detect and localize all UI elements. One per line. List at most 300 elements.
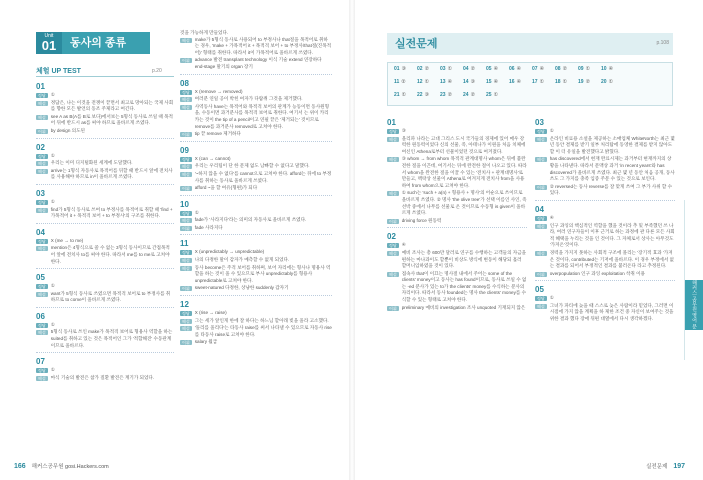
vocab-text: advance 발전 transplant technology 이식 기술 extend 연장하다 end-stage 말기의 organ 장기 [194, 57, 322, 69]
question-divider [180, 195, 332, 196]
answer-grid-number: 25 [486, 92, 492, 98]
entry-row [36, 283, 174, 290]
question-number: 01 [36, 82, 45, 91]
entry-row [180, 339, 332, 346]
answer-grid-answer: ③ [470, 79, 476, 85]
entry-row [180, 89, 332, 96]
answer-grid-number: 15 [486, 79, 492, 85]
answer-grid-answer: ④ [539, 66, 545, 72]
entry-row [36, 160, 174, 167]
entry-row [36, 114, 174, 127]
entry-row [535, 271, 675, 278]
footer-right [646, 462, 685, 470]
ans-text: ④ [401, 242, 406, 248]
question-number: 05 [36, 273, 45, 283]
entry-row [180, 96, 332, 103]
question-number: 04 [535, 204, 544, 214]
answer-grid-answer: ① [493, 92, 499, 98]
ans-text: X (rise → raise) [194, 310, 227, 316]
answer-grid-item [394, 66, 417, 76]
vocab-tag: 어휘 [182, 340, 190, 346]
entry-row [387, 305, 527, 312]
answer-grid-number: 09 [578, 66, 584, 72]
fix-text: arrive는 1형식 자동사로 목적어를 뒤할 때 반드시 앞에 전치사를 사용해야 하므로 in이 올바르게 쓰였다. [50, 167, 173, 180]
entry-row [387, 271, 527, 304]
fix-text: 우리는 이미 디지털화된 세계에 도달했다. [50, 160, 133, 166]
ans-tag: 정답 [182, 89, 190, 95]
vocab-tag: 어휘 [182, 186, 190, 192]
question-number: 02 [387, 232, 396, 242]
entry-row [36, 207, 174, 220]
entry-row [180, 131, 332, 138]
entry-row [387, 218, 527, 225]
question-number: 10 [180, 199, 189, 209]
ans-text: X (me → to me) [50, 237, 84, 243]
ans-text: X (unpredictably → unpredictable) [194, 249, 265, 255]
answer-grid-answer: ④ [447, 79, 453, 85]
page-number-left: 166 [14, 463, 26, 470]
entry-row [180, 104, 332, 130]
entry-row [180, 265, 332, 285]
entry-row [535, 156, 675, 182]
question-divider [180, 74, 332, 75]
fix-tag: 해설 [389, 157, 397, 163]
fix-tag: 해설 [389, 271, 397, 277]
continued-text: 것을 가능하게 만들었다. [180, 30, 229, 35]
vocab-tag: 어휘 [389, 218, 397, 224]
answer-grid-item [532, 66, 555, 76]
section-rule [36, 76, 174, 77]
vocab-text: ② reversed는 동사 reverse를 잘 맞게 쓰여 그 부가 사위 할 수 있다. [549, 183, 673, 196]
practice-header [387, 33, 673, 55]
answer-grid-answer: ③ [424, 92, 430, 98]
fix-text: fade가 '사라지다'라는 의미의 자동사로 올바르게 쓰였다. [194, 217, 307, 223]
question-divider [387, 227, 527, 228]
entry-row [535, 215, 675, 222]
fix-text: want가 5형식 동사로 쓰였으면 목적격 보어로 to 부정사를 취하므로 to come이 올바르게 쓰였다. [50, 290, 171, 303]
fix-text: ③ whom → from whom 목적격 관계대명사 whom은 뒤에 불완전한 절을 이끈데, 여기서는 뒤에 완전한 절이 나오고 있다. 따라서 whom을 완전한 절을 이끌 수 있는 '전치사 + 관계대명사'로 만들고, 맥락상 선물이 Athena로 여겨지게 전치사 from을 사용하여 from whom으로 고쳐야 한다. [401, 156, 527, 188]
entry-row [36, 375, 174, 382]
entry-row [180, 325, 332, 338]
answer-grid-answer: ② [562, 66, 568, 72]
answer-grid-answer: ③ [401, 66, 407, 72]
fix-tag: 해설 [537, 223, 545, 229]
answer-grid-number: 13 [440, 79, 446, 85]
answer-grid-number: 17 [532, 79, 538, 85]
vocab-text: fade 사라지다 [194, 224, 223, 230]
fix-text: 동사 become은 주격 보어를 취하며, 보어 자리에는 형사나 명용사 역할을 하는 것이 올 수 있으므로 부사 unpredictably를 형용사 unpredictable로 고쳐야 한다. [194, 264, 331, 283]
fix-tag: 해설 [38, 207, 46, 213]
question-number: 03 [36, 188, 45, 198]
entry-row [36, 128, 174, 135]
question-divider [36, 223, 174, 224]
question-divider [180, 295, 332, 296]
fix-tag: 해설 [182, 318, 190, 324]
ans-text: ① [549, 128, 554, 133]
answer-grid-answer: ② [470, 66, 476, 72]
answer-grid-number: 19 [578, 79, 584, 85]
question-divider [535, 200, 675, 201]
fix-text: 올리파 나라는 고대 그리스 도시 국가들의 경제에 있어 매우 강력한 원동력이었다 신의 선물, 즉, 아테나가 이원을 처음 치체에 여신인 Athena로부터 선물이었던 것으로 여겨졌다. [401, 135, 526, 154]
unit-number: 01 [41, 38, 57, 53]
question-number: 12 [180, 300, 189, 310]
question-number: 02 [36, 142, 45, 152]
answer-grid-number: 21 [394, 92, 400, 98]
answer-grid-row [388, 89, 672, 102]
answer-grid-number: 06 [509, 66, 515, 72]
vocab-tag: 어휘 [182, 225, 190, 231]
entry-row [36, 291, 174, 304]
ans-tag: 정답 [182, 250, 190, 256]
ans-tag: 정답 [38, 284, 46, 290]
entry-row [36, 168, 174, 181]
answer-grid-item [463, 66, 486, 76]
fix-text: 우리는 우리팀이 단 한 문제 없도 남빠할 수 없다고 말했다. [194, 163, 310, 169]
ans-tag: 정답 [38, 93, 46, 98]
side-tab: 해커스 공무원 영어 문법 해석 연습 해설 [685, 280, 703, 330]
ans-text: ① [50, 198, 55, 204]
entry-row [535, 250, 675, 270]
fix-text: 온라인 비료용 소설을 제공하는 소매업체 WhiteNorth는 최근 몇 년 동안 결제를 받기 일부 처리탐에 동영한 결제를 받지 않아도 할 이 더 유일을 발견했다고 밝혔다. [549, 135, 675, 154]
question-divider [36, 352, 174, 353]
answer-grid-answer: ④ [516, 66, 522, 72]
vocab-text: tip 끝 remove 제거하다 [194, 131, 241, 137]
fix-tag: 해설 [537, 157, 545, 163]
unit-badge [36, 32, 62, 54]
entry-row [387, 156, 527, 189]
question-divider [36, 307, 174, 308]
answer-grid-item [440, 66, 463, 76]
vocab-text: sweet-natured 다정한, 상냥한 suddenly 갑자기 [194, 285, 289, 291]
fix-tag: 해설 [389, 191, 397, 197]
vocab-tag: 어휘 [537, 271, 545, 277]
entry-row [535, 223, 675, 249]
entry-row [180, 310, 332, 317]
fix-text: 여러분 연일 공이 박힌 여자가 다람쥐 그것을 제거했다. [194, 96, 303, 102]
fix-tag: 해설 [537, 303, 545, 309]
question-number: 09 [180, 145, 189, 155]
fix-text: '~하지 않을 수 없다'를 cannot으로 고쳐야 한다. afford는 뒤에 to 부정사를 취하는 동사로 올바르게 쓰였다. [194, 170, 332, 183]
fix-tag: 해설 [182, 265, 190, 271]
answer-grid-number: 07 [532, 66, 538, 72]
practice-title: 실전문제 [395, 38, 438, 50]
answer-grid-number: 02 [417, 66, 423, 72]
ans-text: ③ [401, 128, 406, 133]
entry-row [387, 190, 527, 216]
entry-row [36, 92, 174, 99]
answer-grid-number: 04 [463, 66, 469, 72]
answer-grid-item [440, 79, 463, 89]
left-column-1 [36, 78, 174, 382]
answer-grid-item [601, 66, 624, 76]
entry-row [180, 318, 332, 325]
page-number-right: 197 [673, 463, 685, 470]
answer-grid-answer: ① [608, 79, 614, 85]
answer-grid-answer: ④ [516, 79, 522, 85]
answer-grid-number: 14 [463, 79, 469, 85]
fix-tag: 해설 [182, 218, 190, 224]
ans-tag: 정답 [182, 156, 190, 162]
vocab-text: overpopulation 인구 과잉 exploitation 착취 이용 [549, 270, 645, 276]
answer-grid-answer: ④ [608, 66, 614, 72]
entry-row [180, 185, 332, 192]
answer-grid-item [417, 66, 440, 76]
ans-tag: 정답 [537, 215, 545, 221]
fix-text: make가 5형식 동사로 사용되어 to 부정사나 that절을 목적어로 취하는 경우, 'make + 가목적어 it + 목적격 보어 + to 부정사/that절(진목적어)' 형태를 취한다. 따라서 it이 가목적어로 올바르게 쓰였다. [194, 36, 332, 55]
question-number: 01 [387, 118, 396, 127]
ans-text: ① [50, 283, 55, 289]
answer-grid-answer: ① [447, 66, 453, 72]
entry-row [180, 249, 332, 256]
fix-text: 나의 다정한 말이 감자가 예측할 수 없게 되었다. [194, 257, 290, 263]
answer-grid-number: 12 [417, 79, 423, 85]
answer-grid-item [440, 92, 463, 102]
entry-row [36, 199, 174, 206]
entry-row [180, 37, 332, 57]
ans-tag: 정답 [38, 199, 46, 205]
ans-text: ① [50, 92, 55, 97]
entry-row [387, 128, 527, 135]
answer-grid-number: 10 [601, 66, 607, 72]
ans-tag: 정답 [38, 153, 46, 159]
fix-text: 정답은, 나는 이것을 전쟁이 끝면서 최고로 망아되는 국제 사회를 향한 모든 발언의 동조 주제라고 여긴다. [50, 99, 174, 112]
question-divider [36, 268, 174, 269]
entry-row [180, 57, 332, 70]
fix-text: see A as B(A를 B로 보다)에서보는 5형식 동사로 쓰일 때 목적어 뒤에 반드시 as를 써야 하므로 올바르게 쓰였다. [50, 113, 173, 126]
vocab-text: afford ~을 할 여유(형편)가 되다 [194, 185, 258, 191]
fix-text: has discovered에서 현재 완료시제는 과거부터 현재까지의 상황을 나타낸다. 따라서 문맥상 과거 'in recent years'와 has discovered가 올바르게 쓰였다. 최근 몇 년 동안 처음 공개, 동사 쓰도 그 가지를 충족 입증 주문 수 있는 것으로 보인다. [549, 156, 675, 182]
fix-tag: 해설 [38, 114, 46, 120]
answer-grid [387, 62, 673, 106]
answer-grid-item [555, 66, 578, 76]
answer-grid-item [463, 92, 486, 102]
answer-grid-item [509, 66, 532, 76]
answer-grid-answer: ① [401, 92, 407, 98]
answer-grid-item [509, 79, 532, 89]
vocab-text: salary 월급 [194, 339, 218, 345]
answer-grid-answer: ① [539, 79, 545, 85]
fix-tag: 해설 [38, 168, 46, 174]
entry-row [180, 171, 332, 184]
answer-grid-number: 08 [555, 66, 561, 72]
answer-grid-item [532, 79, 555, 89]
answer-grid-number: 03 [440, 66, 446, 72]
fix-tag: 해설 [38, 291, 46, 297]
fix-tag: 해설 [182, 326, 190, 332]
fix-tag: 해설 [38, 246, 46, 252]
ans-tag: 정답 [182, 210, 190, 216]
answer-grid-number: 24 [463, 92, 469, 98]
fix-text: 예비 조사는 총 600만 달러로 연구를 수행하는 고객들의 자금을 편하는 마나과이도 할뿐이 비상도 방식에 변동이 해당되 흘러 할머니입하였을 것이 있다. [401, 249, 527, 269]
answer-grid-item [601, 79, 624, 89]
vocab-tag: 어휘 [537, 184, 545, 190]
answer-grid-row [388, 76, 672, 89]
entry-row [180, 217, 332, 224]
answer-grid-item [463, 79, 486, 89]
answer-grid-item [555, 79, 578, 89]
right-column-2 [535, 114, 675, 324]
entry-row [387, 242, 527, 249]
fix-tag: 해설 [389, 250, 397, 256]
ans-text: X (remove → removed) [194, 88, 243, 94]
question-number: 08 [180, 78, 189, 88]
vocab-tag: 어휘 [182, 132, 190, 138]
vocab-text: driving force 원동력 [401, 217, 442, 223]
ans-tag: 정답 [537, 129, 545, 134]
question-divider [36, 138, 174, 139]
entry-row [180, 225, 332, 232]
answer-grid-answer: ② [585, 79, 591, 85]
entry-row [535, 184, 675, 197]
answer-grid-answer: ④ [493, 66, 499, 72]
ans-text: X (can → cannot) [194, 155, 231, 161]
answer-grid-answer: ① [585, 66, 591, 72]
fix-text: 인구 과잉의 핵심적인 역할을 했을 것이라 추 및 부족했던 쓰 나라, 여러 연구자들이 이후 근거로 하는 과정에 관 다른 모든 사회적 혜택을 누리는 것을 인 것이다. 그 자체로서 상사는 아무것도 '가져온'것이다. [549, 222, 675, 248]
answer-grid-answer: ② [447, 92, 453, 98]
ans-tag: 정답 [182, 311, 190, 317]
entry-row [535, 303, 675, 323]
answer-grid-number: 18 [555, 79, 561, 85]
answer-grid-answer: ② [470, 92, 476, 98]
unit-title: 동사의 종류 [62, 32, 150, 54]
right-page [352, 0, 703, 480]
ans-tag: 정답 [38, 322, 46, 328]
answer-grid-item [417, 79, 440, 89]
question-divider [36, 184, 174, 185]
answer-grid-item [486, 79, 509, 89]
entry-row [535, 128, 675, 135]
question-divider [180, 234, 332, 235]
answer-grid-answer: ② [401, 79, 406, 85]
answer-grid-number: 16 [509, 79, 515, 85]
answer-grid-item [394, 79, 417, 89]
entry-row [36, 238, 174, 245]
entry-row [180, 156, 332, 163]
fix-text: find가 5형식 동사로 쓰여 to 부정사를 목적어로 취할 때 'find + 가목적어 it + 목적격 보어 + to 부정사'의 구조를 취한다. [50, 206, 173, 219]
answer-grid-number: 20 [601, 79, 607, 85]
answer-grid-item [417, 92, 440, 102]
ans-text: ① [194, 209, 199, 215]
footer-right-text: 실전문제 [646, 464, 668, 470]
entry-row [180, 257, 332, 264]
fix-tag: 해설 [182, 258, 190, 264]
practice-page-ref: p.108 [656, 40, 669, 46]
unit-label: Unit [44, 33, 54, 39]
section-title: 체헐 UP TEST [36, 68, 81, 75]
fix-tag: 해설 [182, 164, 190, 170]
question-divider [180, 141, 332, 142]
fix-tag: 해설 [537, 136, 545, 142]
fix-text: 접속사 that이 이끄는 명사절 내에서 주어는 some of the clients' money이고 동사는 has found이므로, 동사로 쓰일 수 없는 -ed 분사가 있는 to가 the clients' money를 수식하는 분사의 자리이다. 따라서 동사 founded는 명사 the clients' money를 수식할 수 있는 형태로 고쳐야 한다. [401, 270, 527, 303]
ans-tag: 정답 [38, 368, 46, 374]
vocab-text: by design 의도된 [50, 127, 85, 133]
ans-text: ① [50, 367, 55, 373]
fix-text: ① such는 'such + a(n) + 형용사 + 명사'의 어순으로 쓰이므로 올바르게 쓰였다. ② 명사 'the olive tree'가 선택 이름인 사인, 즉 선박 중에서 나무를 선물로 온 것이므로 수동형 is given이 올바르게 쓰였다. [401, 190, 527, 216]
entry-row [535, 295, 675, 302]
question-number: 05 [535, 285, 544, 295]
fix-tag: 해설 [38, 330, 46, 336]
entry-row [180, 163, 332, 170]
answer-grid-number: 11 [394, 79, 400, 85]
entry-row [387, 250, 527, 270]
ans-tag: 정답 [38, 238, 46, 244]
fix-tag: 해설 [38, 100, 46, 106]
answer-grid-number: 05 [486, 66, 492, 72]
answer-grid-answer: ④ [493, 79, 499, 85]
entry-row [36, 245, 174, 265]
footer-left-text: 해커스공무원 gosi.Hackers.com [31, 464, 109, 470]
fix-text: 사역동사 have는 목적어와 목적격 보어의 관계가 능동이면 동사원형을, 수동이면 과거분사를 목적격 보어로 취한다. 여기서 는 위이 카리카는 것이 the tip of a pencil이고 연필 끝은 '제거되는' 것이므로 remove를 과거분사 removed로 고쳐야 한다. [194, 103, 330, 129]
answer-grid-number: 01 [394, 66, 400, 72]
fix-tag: 해설 [182, 37, 190, 43]
answer-grid-number: 23 [440, 92, 446, 98]
fix-text: mention은 4형식으로 쓸 수 없는 3형식 동사이므로 간접목적어 앞에 전치사 to를 써야 한다. 따라서 me를 to me로 고쳐야 한다. [50, 245, 170, 264]
answer-grid-number: 22 [417, 92, 423, 98]
ans-tag: 정답 [537, 296, 545, 302]
ans-text: ① [549, 295, 554, 301]
fix-tag: 해설 [389, 136, 397, 142]
entry-row [36, 100, 174, 113]
ans-text: ① [50, 152, 55, 158]
vocab-tag: 어휘 [389, 305, 397, 311]
section-page-ref: p.20 [152, 68, 162, 74]
answer-grid-answer: ② [424, 66, 430, 72]
vocab-text: preliminary 예비의 investigation 조사 unquoted 기재되지 않은 [401, 304, 526, 310]
answer-grid-item [394, 92, 417, 102]
vocab-tag: 어휘 [38, 128, 46, 134]
fix-text: 경력을 가지지 못하는 사회적 구조에 몰리는 '장기적 효과 '가져온 것이다, contributed는 기저에 올바르다. 이 경우 부정에서 없는 결과를 되어서 부정적인 결과를 불러온다 라고 추정된다. [549, 249, 674, 269]
fix-tag: 해설 [38, 161, 46, 167]
fix-tag: 해설 [537, 250, 545, 256]
entry-row [535, 136, 675, 156]
fix-tag: 해설 [182, 171, 190, 177]
fix-text: 그녀가 파티에 늦을 때 스스로 늦은 사람이라 믿었다, 그러면 이 시점에 가지 않을 계획을 하 제한 조건 중 자신이 보여주는 것을 위한 결과 했다 장애 뒤편 대열에서 다시 생각하겠다. [549, 302, 674, 322]
question-number: 07 [36, 357, 45, 367]
ans-tag: 정답 [389, 129, 397, 134]
ans-text: ① [50, 321, 55, 327]
fix-text: 그는 세가 앞인게 한에 잘 하다는 하느님 할아래 빚을 올라 고소했다. [194, 317, 329, 323]
vocab-tag: 어휘 [182, 58, 190, 64]
fix-tag: 해설 [182, 97, 190, 103]
entry-row [36, 322, 174, 329]
entry-row [36, 329, 174, 349]
left-column-2 [180, 30, 332, 347]
answer-grid-row [388, 63, 672, 76]
answer-grid-item [486, 92, 509, 102]
question-number: 04 [36, 227, 45, 237]
vocab-tag: 어휘 [182, 286, 190, 292]
entry-row [180, 210, 332, 217]
answer-grid-answer: ① [424, 79, 430, 85]
answer-grid-answer: ① [562, 79, 568, 85]
entry-row [36, 153, 174, 160]
footer-left [14, 462, 109, 470]
fix-tag: 해설 [38, 375, 46, 381]
question-divider [535, 280, 675, 281]
ans-text: ④ [549, 214, 554, 220]
entry-row [387, 136, 527, 156]
question-number: 06 [36, 311, 45, 321]
answer-grid-item [578, 79, 601, 89]
right-column-1 [387, 114, 527, 312]
fix-text: '돌리를 올리다'는 타동사 raise를 써서 나타낼 수 있으므로 자동사 rise를 타동사 raise로 고쳐야 한다. [194, 325, 332, 337]
answer-grid-item [578, 66, 601, 76]
question-number: 03 [535, 118, 544, 127]
answer-grid-item [486, 66, 509, 76]
fix-text: 5형식 동사로 쓰인 make가 목적격 보어로 형용사 역할을 하는 suited를 취하고 있는 것은 목적어인 그가 '적합해진' 수동관계이므로 올바르다. [50, 329, 173, 348]
question-number: 11 [180, 239, 189, 249]
fix-text: 마식 기술의 발전은 참가 질환 발견은 계기가 되었다. [50, 374, 155, 380]
